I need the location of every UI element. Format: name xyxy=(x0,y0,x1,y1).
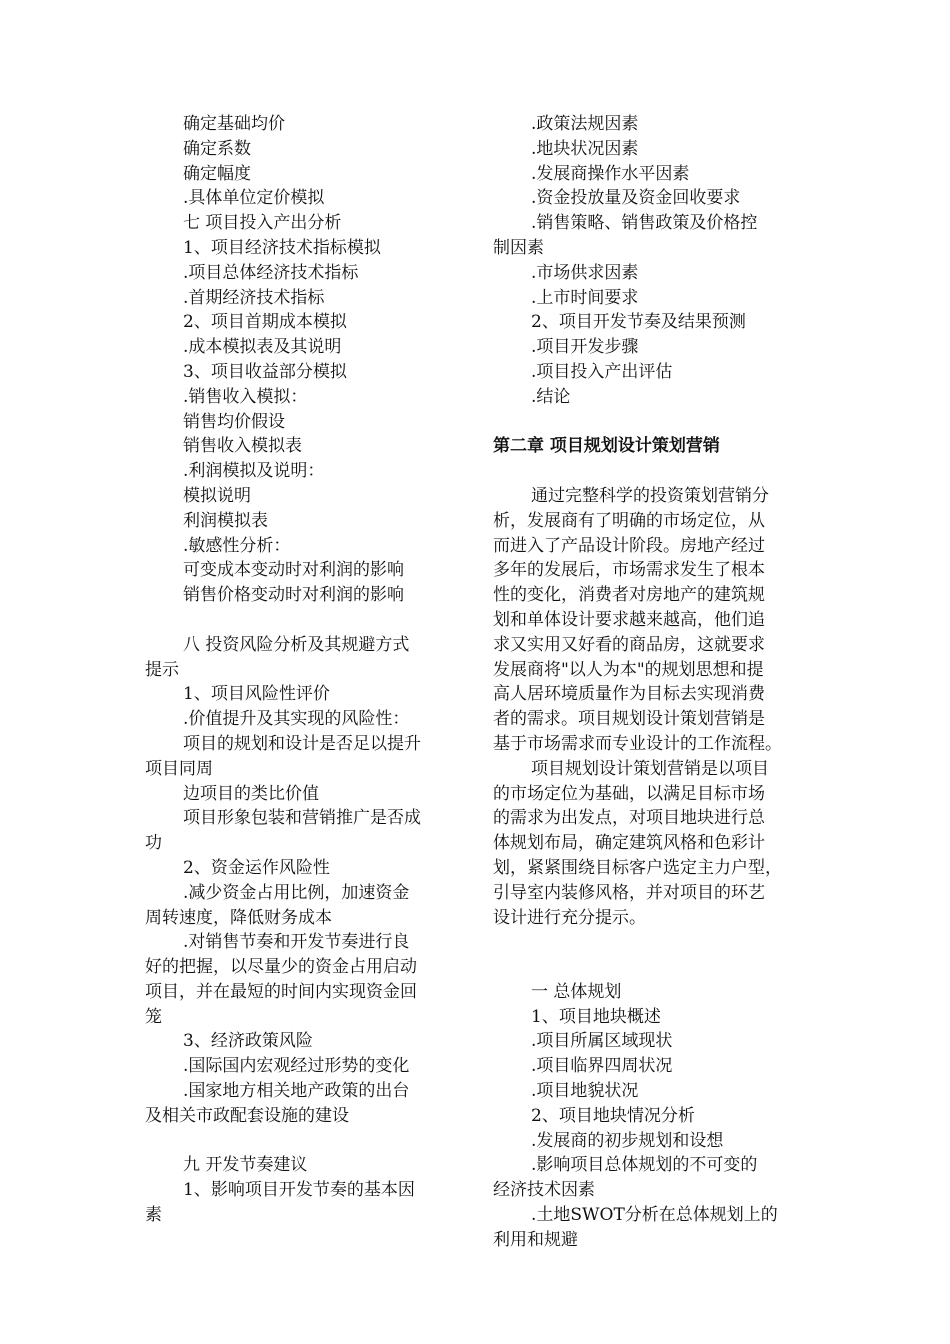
text-line: 利润模拟表 xyxy=(183,510,268,531)
text-line: .利润模拟及说明： xyxy=(183,461,325,482)
text-line: .项目总体经济技术指标 xyxy=(183,262,359,283)
text-line: .政策法规因素 xyxy=(531,114,639,134)
paragraph-line: 项目规划设计策划营销是以项目 xyxy=(531,758,769,779)
text-line: .项目投入产出评估 xyxy=(531,361,673,382)
text-line: .敏感性分析： xyxy=(183,535,291,556)
right-column-list-bottom xyxy=(493,980,813,1253)
text-line: 2、项目地块情况分析 xyxy=(531,1105,695,1126)
text-line: 边项目的类比价值 xyxy=(183,783,319,804)
text-line: .首期经济技术指标 xyxy=(183,287,325,308)
text-line: 项目的规划和设计是否足以提升 xyxy=(183,733,421,754)
paragraph-1 xyxy=(493,484,813,757)
paragraph-line: 性的变化，消费者对房地产的建筑规 xyxy=(493,585,765,606)
text-line: .减少资金占用比例，加速资金 xyxy=(183,882,410,903)
text-line: .发展商的初步规划和设想 xyxy=(531,1130,724,1151)
paragraph-line: 多年的发展后，市场需求发生了根本 xyxy=(493,560,765,581)
spacer xyxy=(493,459,813,484)
text-line: .销售收入模拟： xyxy=(183,386,308,407)
text-line: 1、项目经济技术指标模拟 xyxy=(183,237,381,258)
paragraph-line: 者的需求。项目规划设计策划营销是 xyxy=(493,709,765,730)
text-line: 利用和规避 xyxy=(493,1229,578,1250)
text-line: 1、项目地块概述 xyxy=(531,1006,661,1027)
paragraph-line: 而进入了产品设计阶段。房地产经过 xyxy=(493,535,765,556)
text-line: .项目开发步骤 xyxy=(531,337,639,358)
paragraph-line: 体规划布局，确定建筑风格和色彩计 xyxy=(493,833,765,854)
text-line: 提示 xyxy=(145,659,179,680)
spacer xyxy=(493,410,813,435)
text-line: .销售策略、销售政策及价格控 xyxy=(531,213,758,234)
text-line: 确定基础均价 xyxy=(183,114,285,134)
paragraph-line: 通过完整科学的投资策划营销分 xyxy=(531,485,769,506)
spacer xyxy=(493,930,813,955)
text-line: .成本模拟表及其说明 xyxy=(183,337,342,358)
text-line: 模拟说明 xyxy=(183,485,251,506)
paragraph-line: 划和单体设计要求越来越高，他们追 xyxy=(493,609,765,630)
text-line: 八 投资风险分析及其规避方式 xyxy=(183,634,410,655)
text-line: 素 xyxy=(145,1205,162,1226)
text-line: 制因素 xyxy=(493,237,544,258)
paragraph-line: 基于市场需求而专业设计的工作流程。 xyxy=(493,733,782,754)
spacer xyxy=(493,955,813,980)
text-line: .对销售节奏和开发节奏进行良 xyxy=(183,932,410,953)
text-line: .国家地方相关地产政策的出台 xyxy=(183,1081,410,1102)
paragraph-line: 析，发展商有了明确的市场定位，从 xyxy=(493,510,765,531)
text-line: .发展商操作水平因素 xyxy=(531,163,690,184)
text-line: 销售价格变动时对利润的影响 xyxy=(183,585,404,606)
right-column-list-top xyxy=(493,112,813,410)
text-line: 2、资金运作风险性 xyxy=(183,857,330,878)
paragraph-line: 发展商将"以人为本"的规划思想和提 xyxy=(493,659,764,680)
text-line: .项目所属区域现状 xyxy=(531,1031,673,1052)
text-line: .影响项目总体规划的不可变的 xyxy=(531,1155,758,1176)
text-line: .土地SWOT分析在总体规划上的 xyxy=(531,1205,778,1226)
text-line: 项目，并在最短的时间内实现资金回 xyxy=(145,981,417,1002)
text-line: .项目地貌状况 xyxy=(531,1081,639,1102)
paragraph-line: 求又实用又好看的商品房，这就要求 xyxy=(493,634,765,655)
chapter-heading: 第二章 项目规划设计策划营销 xyxy=(493,436,720,457)
text-line: 经济技术因素 xyxy=(493,1180,595,1201)
text-line: 九 开发节奏建议 xyxy=(183,1155,308,1176)
text-line: 及相关市政配套设施的建设 xyxy=(145,1105,349,1126)
text-line: 2、项目首期成本模拟 xyxy=(183,312,347,333)
text-line: 1、项目风险性评价 xyxy=(183,684,330,705)
text-line: .地块状况因素 xyxy=(531,138,639,159)
text-line: 销售收入模拟表 xyxy=(183,436,302,457)
paragraph-line: 设计进行充分提示。 xyxy=(493,907,646,928)
text-line: 笼 xyxy=(145,1006,162,1027)
text-line: 可变成本变动时对利润的影响 xyxy=(183,560,404,581)
left-column xyxy=(145,112,455,1228)
text-line: .上市时间要求 xyxy=(531,287,639,308)
text-line: 七 项目投入产出分析 xyxy=(183,213,342,234)
text-line: .具体单位定价模拟 xyxy=(183,188,325,209)
text-line: .国际国内宏观经过形势的变化 xyxy=(183,1056,410,1077)
text-line: 一 总体规划 xyxy=(531,981,622,1002)
text-line: 项目形象包装和营销推广是否成 xyxy=(183,808,421,829)
text-line: .项目临界四周状况 xyxy=(531,1056,673,1077)
paragraph-line: 高人居环境质量作为目标去实现消费 xyxy=(493,684,765,705)
text-line: 1、影响项目开发节奏的基本因 xyxy=(183,1180,415,1201)
text-line: .价值提升及其实现的风险性： xyxy=(183,709,410,730)
text-line: 项目同周 xyxy=(145,758,213,779)
paragraph-2 xyxy=(493,757,813,931)
text-line: 好的把握，以尽量少的资金占用启动 xyxy=(145,957,417,978)
text-line xyxy=(145,608,455,633)
text-line: 功 xyxy=(145,833,162,854)
text-line: 3、项目收益部分模拟 xyxy=(183,361,347,382)
paragraph-line: 引导室内装修风格，并对项目的环艺 xyxy=(493,882,765,903)
text-line: 确定幅度 xyxy=(183,163,251,184)
text-line: .市场供求因素 xyxy=(531,262,639,283)
text-line: 3、经济政策风险 xyxy=(183,1031,313,1052)
text-line: 周转速度，降低财务成本 xyxy=(145,907,332,928)
text-line xyxy=(145,1129,455,1154)
text-line: .资金投放量及资金回收要求 xyxy=(531,188,741,209)
paragraph-line: 的市场定位为基础，以满足目标市场 xyxy=(493,783,765,804)
text-line: 2、项目开发节奏及结果预测 xyxy=(531,312,746,333)
text-line: 确定系数 xyxy=(183,138,251,159)
right-column xyxy=(493,112,813,1253)
text-line: 销售均价假设 xyxy=(183,411,285,432)
text-line: .结论 xyxy=(531,386,571,407)
paragraph-line: 的需求为出发点，对项目地块进行总 xyxy=(493,808,765,829)
paragraph-line: 划，紧紧围绕目标客户选定主力户型， xyxy=(493,857,782,878)
